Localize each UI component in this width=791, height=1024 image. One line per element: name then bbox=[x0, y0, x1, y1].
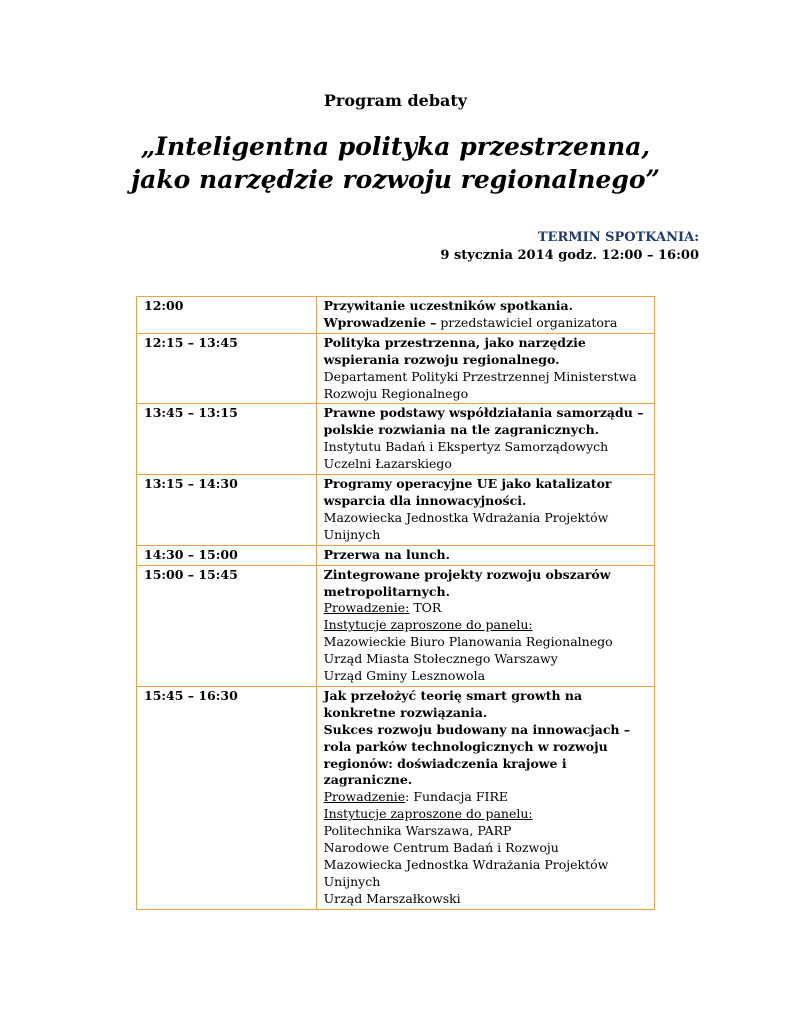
meeting-info bbox=[440, 229, 699, 265]
page-title-line-2: jako narzędzie rozwoju regionalnego” bbox=[131, 165, 660, 194]
row-time: 14:30 – 15:00 bbox=[137, 545, 317, 565]
moderation-label: Prowadzenie bbox=[323, 789, 406, 805]
row-body: Departament Polityki Przestrzennej Ministerstwa Rozwoju Regionalnego bbox=[323, 368, 637, 401]
page-subtitle: Program debaty bbox=[323, 91, 468, 110]
institution-item: Urząd Gminy Lesznowola bbox=[323, 668, 486, 684]
page-title bbox=[0, 130, 791, 196]
schedule-table bbox=[136, 296, 655, 910]
row-description bbox=[316, 565, 654, 686]
row-title: Przywitanie uczestników spotkania. bbox=[323, 298, 573, 313]
page-title-line-1: „Inteligentna polityka przestrzenna, bbox=[140, 132, 651, 161]
table-row bbox=[137, 333, 655, 404]
row-time: 12:00 bbox=[137, 297, 317, 334]
row-title: Polityka przestrzenna, jako narzędzie wspierania rozwoju regionalnego. bbox=[323, 334, 586, 367]
row-time: 15:00 – 15:45 bbox=[137, 565, 317, 686]
row-moderation bbox=[324, 600, 650, 617]
row-moderation bbox=[324, 789, 650, 806]
row-description bbox=[316, 475, 654, 546]
row-time: 13:45 – 13:15 bbox=[137, 404, 317, 475]
institution-item: Mazowieckie Biuro Planowania Regionalnego bbox=[323, 634, 613, 650]
row-title: Programy operacyjne UE jako katalizator wsparcia dla innowacyjności. bbox=[323, 476, 612, 508]
row-body: Instytutu Badań i Ekspertyz Samorządowych Uczelni Łazarskiego bbox=[323, 439, 609, 472]
row-description bbox=[316, 404, 654, 475]
institution-item: Urząd Marszałkowski bbox=[323, 890, 461, 906]
row-intro-text: przedstawiciel organizatora bbox=[436, 314, 618, 330]
table-row bbox=[137, 475, 655, 546]
row-title-secondary: Sukces rozwoju budowany na innowacjach – rola parków technologicznych w rozwoju regionów: doświadczenia krajowe i zagraniczne. bbox=[323, 721, 631, 788]
row-title: Prawne podstawy współdziałania samorządu – polskie rozwiania na tle zagranicznych. bbox=[323, 405, 644, 438]
institution-item: Narodowe Centrum Badań i Rozwoju bbox=[323, 840, 559, 856]
row-time: 13:15 – 14:30 bbox=[137, 475, 317, 546]
row-time: 15:45 – 16:30 bbox=[137, 686, 317, 909]
table-row bbox=[137, 297, 655, 334]
row-description bbox=[316, 333, 654, 404]
institution-item: Politechnika Warszawa, PARP bbox=[323, 823, 512, 839]
meeting-date: 9 stycznia 2014 godz. 12:00 – 16:00 bbox=[440, 248, 699, 263]
meeting-label: TERMIN SPOTKANIA: bbox=[537, 230, 699, 245]
row-title: Przerwa na lunch. bbox=[323, 546, 450, 562]
row-title: Jak przełożyć teorię smart growth na konkretne rozwiązania. bbox=[323, 687, 583, 720]
table-row bbox=[137, 545, 655, 565]
row-intro bbox=[324, 315, 650, 332]
table-row bbox=[137, 565, 655, 686]
row-body: Mazowiecka Jednostka Wdrażania Projektów Unijnych bbox=[323, 509, 609, 542]
row-description bbox=[316, 545, 654, 565]
institution-item: Mazowiecka Jednostka Wdrażania Projektów Unijnych bbox=[323, 857, 609, 889]
moderation-label: Prowadzenie: bbox=[323, 600, 410, 616]
row-time: 12:15 – 13:45 bbox=[137, 333, 317, 404]
table-row bbox=[137, 686, 655, 909]
row-description bbox=[316, 297, 654, 334]
row-title: Zintegrowane projekty rozwoju obszarów metropolitarnych. bbox=[323, 566, 611, 599]
institution-item: Urząd Miasta Stołecznego Warszawy bbox=[323, 651, 558, 667]
moderation-value: : Fundacja FIRE bbox=[405, 789, 509, 805]
moderation-value: TOR bbox=[409, 600, 442, 616]
table-row bbox=[137, 404, 655, 475]
row-description bbox=[316, 686, 654, 909]
invited-label: Instytucje zaproszone do panelu: bbox=[323, 806, 533, 822]
invited-label: Instytucje zaproszone do panelu: bbox=[323, 617, 533, 633]
row-intro-label: Wprowadzenie – bbox=[323, 314, 437, 330]
